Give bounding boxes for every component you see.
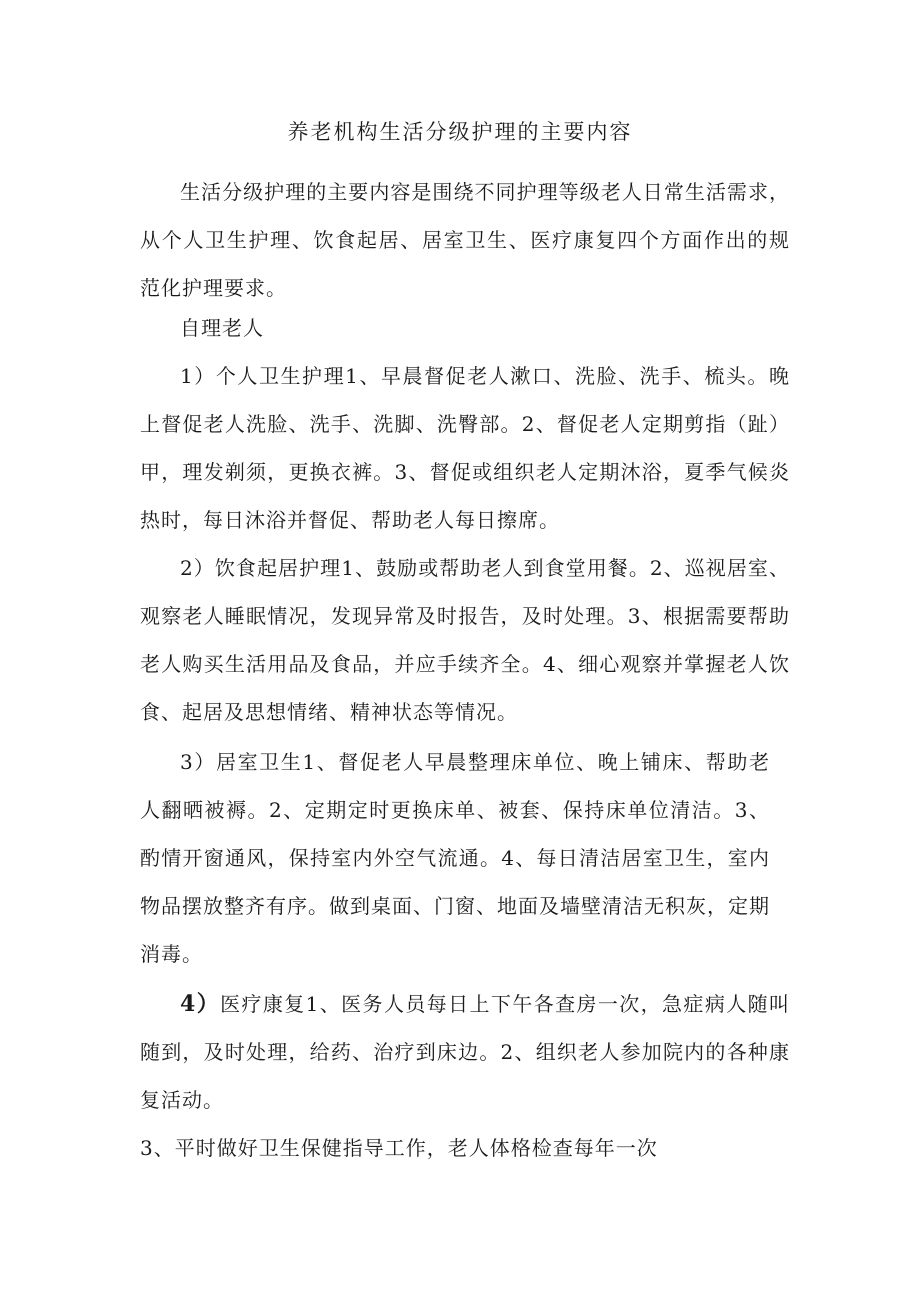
item-4-label: 4） <box>180 991 221 1017</box>
item-2-label: 2） <box>180 556 215 580</box>
item-1-paragraph <box>140 352 790 544</box>
item-4-paragraph <box>140 980 790 1124</box>
item-3-paragraph <box>140 738 770 978</box>
item-3-label: 3） <box>180 750 216 774</box>
item-1-label: 1） <box>180 364 216 388</box>
item-4-text: 医疗康复1、医务人员每日上下午各查房一次，急症病人随叫随到，及时处理，给药、治疗到床边。2、组织老人参加院内的各种康复活动。 <box>140 992 790 1112</box>
section-heading: 自理老人 <box>180 316 264 340</box>
intro-paragraph: 生活分级护理的主要内容是围绕不同护理等级老人日常生活需求，从个人卫生护理、饮食起居、居室卫生、医疗康复四个方面作出的规范化护理要求。 <box>140 180 790 300</box>
item-1-text: 个人卫生护理1、早晨督促老人漱口、洗脸、洗手、梳头。晚上督促老人洗脸、洗手、洗脚、洗臀部。2、督促老人定期剪指（趾）甲，理发剃须，更换衣裤。3、督促或组织老人定期沐浴，夏季气候炎热时，每日沐浴并督促、帮助老人每日擦席。 <box>140 364 790 532</box>
closing-paragraph: 3、平时做好卫生保健指导工作，老人体格检查每年一次 <box>140 1136 658 1160</box>
item-2-paragraph <box>140 544 790 736</box>
item-2-text: 饮食起居护理1、鼓励或帮助老人到食堂用餐。2、巡视居室、观察老人睡眠情况，发现异常及时报告，及时处理。3、根据需要帮助老人购买生活用品及食品，并应手续齐全。4、细心观察并掌握老人饮食、起居及思想情绪、精神状态等情况。 <box>140 556 790 724</box>
item-3-text: 居室卫生1、督促老人早晨整理床单位、晚上铺床、帮助老人翻晒被褥。2、定期定时更换床单、被套、保持床单位清洁。3、酌情开窗通风，保持室内外空气流通。4、每日清洁居室卫生，室内物品摆放整齐有序。做到桌面、门窗、地面及墙壁清洁无积灰，定期消毒。 <box>140 750 770 966</box>
document-title: 养老机构生活分级护理的主要内容 <box>287 120 633 144</box>
